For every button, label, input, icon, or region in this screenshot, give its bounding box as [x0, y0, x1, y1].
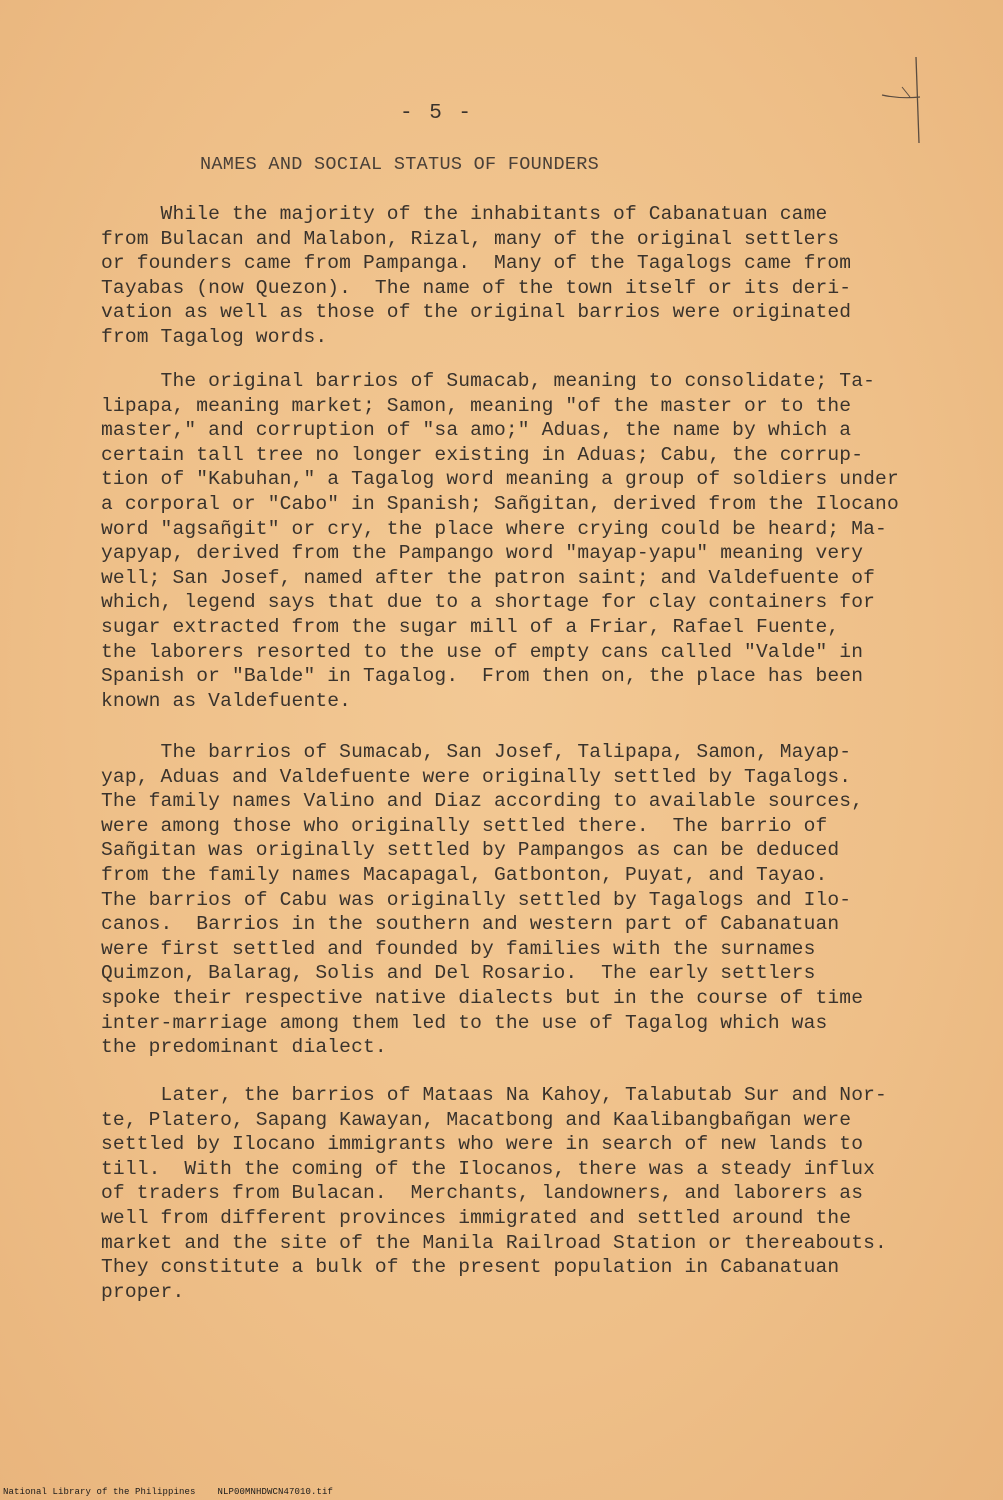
corner-mark [880, 55, 930, 145]
paragraph-1: While the majority of the inhabitants of Cabanatuan came from Bulacan and Malabon, Rizal, many of the original settlers or founders came from Pampanga. Many of the Tagalogs came from Tayabas (now Quezon). The name of the town itself or its deri- vation as well as those of the original barrios were originated from Tagalog words. [101, 203, 852, 348]
paragraph-2: The original barrios of Sumacab, meaning to consolidate; Ta- lipapa, meaning market; Samon, meaning "of the master or to the master," and corruption of "sa amo;" Aduas, the name by which a certain tall tree no longer existing in Aduas; Cabu, the corrup- tion of "Kabuhan," a Tagalog word meaning a group of soldiers under a corporal or "Cabo" in Spanish; Sañgitan, derived from the Ilocano word "agsañgit" or cry, the place where crying could be heard; Ma- yapyap, derived from the Pampango word "mayap-yapu" meaning very well; San Josef, named after the patron saint; and Valdefuente of which, legend says that due to a shortage for clay containers for sugar extracted from the sugar mill of a Friar, Rafael Fuente, the laborers resorted to the use of empty cans called "Valde" in Spanish or "Balde" in Tagalog. From then on, the place has been known as Valdefuente. [101, 370, 899, 712]
paragraph-4: Later, the barrios of Mataas Na Kahoy, Talabutab Sur and Nor- te, Platero, Sapang Kawayan, Macatbong and Kaalibangbañgan were settled by Ilocano immigrants who were in search of new lands to till. With the coming of the Ilocanos, there was a steady influx of traders from Bulacan. Merchants, landowners, and laborers as well from different provinces immigrated and settled around the market and the site of the Manila Railroad Station or thereabouts. They constitute a bulk of the present population in Cabanatuan proper. [101, 1084, 887, 1303]
archive-footer: National Library of the Philippines NLP00MNHDWCN47010.tif [3, 1487, 334, 1497]
section-heading: NAMES AND SOCIAL STATUS OF FOUNDERS [200, 154, 600, 175]
paragraph-3: The barrios of Sumacab, San Josef, Talipapa, Samon, Mayap- yap, Aduas and Valdefuente were originally settled by Tagalogs. The family names Valino and Diaz according to available sources, were among those who originally settled there. The barrio of Sañgitan was originally settled by Pampangos as can be deduced from the family names Macapagal, Gatbonton, Puyat, and Tayao. The barrios of Cabu was originally settled by Tagalogs and Ilo- canos. Barrios in the southern and western part of Cabanatuan were first settled and founded by families with the surnames Quimzon, Balarag, Solis and Del Rosario. The early settlers spoke their respective native dialects but in the course of time inter-marriage among them led to the use of Tagalog which was the predominant dialect. [101, 741, 864, 1059]
page-number: - 5 - [400, 102, 474, 125]
